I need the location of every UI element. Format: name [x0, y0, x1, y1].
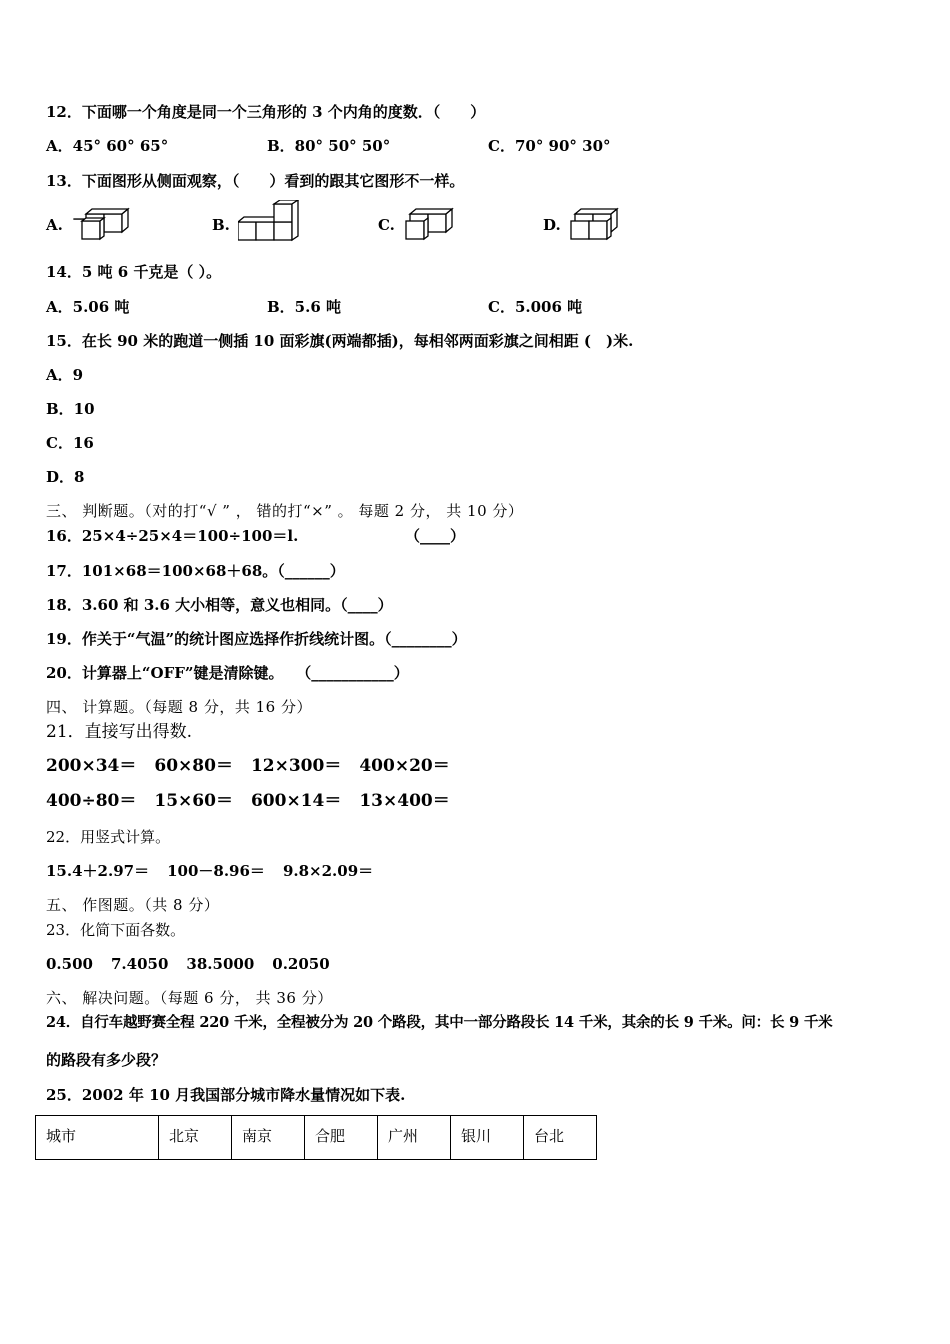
cube-stack-d-figure — [569, 200, 639, 244]
q13-option-b — [212, 200, 322, 244]
cube-stack-b-figure — [238, 200, 308, 244]
q22-stem: 22．用竖式计算。 — [46, 828, 171, 846]
q25-stem: 25．2002 年 10 月我国部分城市降水量情况如下表. — [46, 1086, 406, 1104]
q21-item: 60×80＝ — [154, 756, 233, 776]
table-header-cell: 合肥 — [305, 1116, 378, 1160]
table-header-cell: 城市 — [36, 1116, 159, 1160]
q14-option-c: C．5.006 吨 — [488, 298, 583, 316]
q13-option-c-label: C. — [378, 216, 395, 234]
q22-item: 15.4＋2.97＝ — [46, 862, 150, 880]
q20-text: 20．计算器上“OFF”键是清除键。 （___________） — [46, 664, 409, 682]
q17-text: 17．101×68＝100×68＋68。（______） — [46, 562, 345, 580]
section-3-heading: 三、 判断题。（对的打“√ ” ， 错的打“×” 。 每题 2 分， 共 10 分） — [46, 502, 524, 520]
q23-item: 7.4050 — [110, 955, 169, 973]
q15-option-b: B．10 — [46, 400, 95, 418]
q16-answer-blank: （____） — [405, 527, 466, 545]
q12-option-a: A．45° 60° 65° — [46, 137, 169, 155]
cube-stack-c-figure — [404, 200, 474, 244]
table-header-cell: 南京 — [232, 1116, 305, 1160]
q14-option-b: B．5.6 吨 — [267, 298, 341, 316]
q21-item: 200×34＝ — [46, 756, 137, 776]
table-row — [36, 1116, 597, 1160]
q13-option-c — [378, 200, 488, 244]
q16-text: 16．25×4÷25×4＝100÷100＝l. — [46, 527, 299, 545]
q13-option-a — [46, 200, 156, 244]
q21-item: 400÷80＝ — [46, 791, 137, 811]
q14-stem: 14．5 吨 6 千克是（ ）。 — [46, 263, 222, 281]
section-6-heading: 六、 解决问题。（每题 6 分， 共 36 分） — [46, 989, 333, 1007]
rainfall-table — [35, 1115, 597, 1160]
q21-item: 13×400＝ — [359, 791, 450, 811]
table-header-cell: 银川 — [451, 1116, 524, 1160]
table-header-cell: 广州 — [378, 1116, 451, 1160]
q15-option-d: D．8 — [46, 468, 85, 486]
q23-item: 38.5000 — [186, 955, 255, 973]
q12-option-b: B．80° 50° 50° — [267, 137, 391, 155]
q21-item: 400×20＝ — [359, 756, 450, 776]
q15-option-a: A．9 — [46, 366, 84, 384]
q22-item: 100－8.96＝ — [167, 862, 265, 880]
q23-item: 0.500 — [46, 955, 93, 973]
section-4-heading: 四、 计算题。（每题 8 分，共 16 分） — [46, 698, 312, 716]
q14-option-a: A．5.06 吨 — [46, 298, 130, 316]
q22-item: 9.8×2.09＝ — [282, 862, 374, 880]
q21-item: 15×60＝ — [154, 791, 233, 811]
q13-option-d-label: D. — [543, 216, 561, 234]
q13-stem: 13．下面图形从侧面观察，（ ）看到的跟其它图形不一样。 — [46, 172, 465, 190]
q13-option-d — [543, 200, 653, 244]
q13-option-b-label: B. — [212, 216, 230, 234]
q23-item: 0.2050 — [272, 955, 330, 973]
q15-stem: 15．在长 90 米的跑道一侧插 10 面彩旗(两端都插)，每相邻两面彩旗之间相距 ( )米. — [46, 332, 634, 350]
section-5-heading: 五、 作图题。（共 8 分） — [46, 896, 220, 914]
q23-items — [46, 954, 348, 974]
q21-item: 600×14＝ — [250, 791, 342, 811]
q21-item: 12×300＝ — [250, 756, 342, 776]
q21-row-2 — [46, 791, 468, 811]
table-header-cell: 台北 — [524, 1116, 597, 1160]
q24-line-2: 的路段有多少段？ — [46, 1051, 167, 1069]
q19-text: 19．作关于“气温”的统计图应选择作折线统计图。（________） — [46, 630, 467, 648]
q21-row-1 — [46, 756, 468, 776]
q24-line-1: 24．自行车越野赛全程 220 千米，全程被分为 20 个路段，其中一部分路段长 14 千米，其余的长 9 千米。问：长 9 千米 — [46, 1014, 833, 1031]
q21-stem: 21．直接写出得数. — [46, 722, 193, 742]
cube-stack-a-figure — [72, 200, 142, 244]
q12-stem: 12．下面哪一个角度是同一个三角形的 3 个内角的度数．（ ） — [46, 103, 486, 121]
q15-option-c: C．16 — [46, 434, 94, 452]
q12-option-c: C．70° 90° 30° — [488, 137, 611, 155]
q13-option-a-label: A. — [46, 216, 63, 234]
q18-text: 18．3.60 和 3.6 大小相等，意义也相同。（____） — [46, 596, 393, 614]
table-header-cell: 北京 — [159, 1116, 232, 1160]
q22-items — [46, 861, 391, 881]
q23-stem: 23．化简下面各数。 — [46, 921, 186, 939]
